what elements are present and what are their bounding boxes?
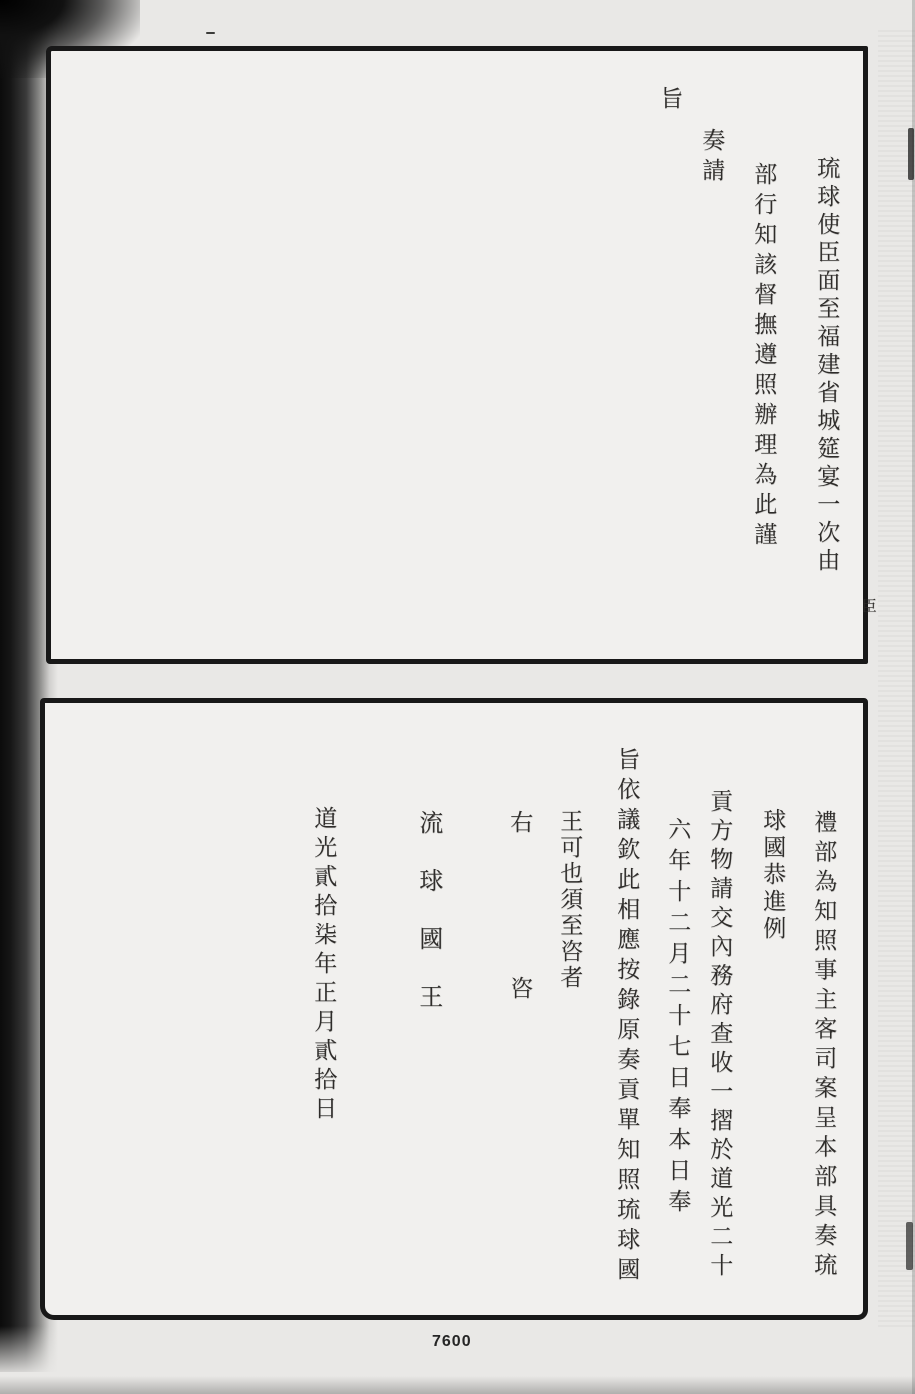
text-column-you: 右 bbox=[506, 810, 533, 833]
text-column-elevated-zhi: 旨 bbox=[656, 86, 683, 109]
text-column-elevated-zhi: 旨依議欽此相應按錄原奏貢單知照琉球國 bbox=[613, 747, 640, 1287]
text-column-small-chen: 臣 bbox=[859, 598, 878, 613]
scan-speck bbox=[206, 32, 215, 34]
right-margin-texture bbox=[878, 30, 915, 1330]
top-document-frame bbox=[46, 46, 878, 664]
text-column: 六年十二月二十七日奉本日奉 bbox=[664, 817, 691, 1220]
text-column: 球國恭進例 bbox=[759, 808, 786, 943]
bottom-document-frame bbox=[40, 698, 868, 1320]
right-edge-ink-mark bbox=[908, 128, 914, 180]
text-column: 貢方物請交內務府查收一摺於道光二十 bbox=[706, 789, 733, 1282]
text-column: 王可也須至咨者 bbox=[556, 809, 583, 991]
text-column: 禮部為知照事主客司案呈本部具奏琉 bbox=[810, 810, 837, 1282]
text-column: 琉球使臣面至福建省城筵宴一次由 bbox=[813, 156, 840, 576]
text-column-addressee: 流球國王 bbox=[414, 810, 443, 1042]
text-column-elevated-zouqing: 奏請 bbox=[698, 128, 725, 188]
text-column-date: 道光貳拾柒年正月貳拾日 bbox=[310, 806, 337, 1125]
page-number: 7600 bbox=[432, 1333, 472, 1350]
text-column: 部行知該督撫遵照辦理為此謹 bbox=[750, 162, 777, 552]
right-edge-ink-mark bbox=[906, 1222, 913, 1270]
bottom-edge-shading bbox=[0, 1376, 915, 1394]
text-column-zi: 咨 bbox=[506, 976, 533, 999]
